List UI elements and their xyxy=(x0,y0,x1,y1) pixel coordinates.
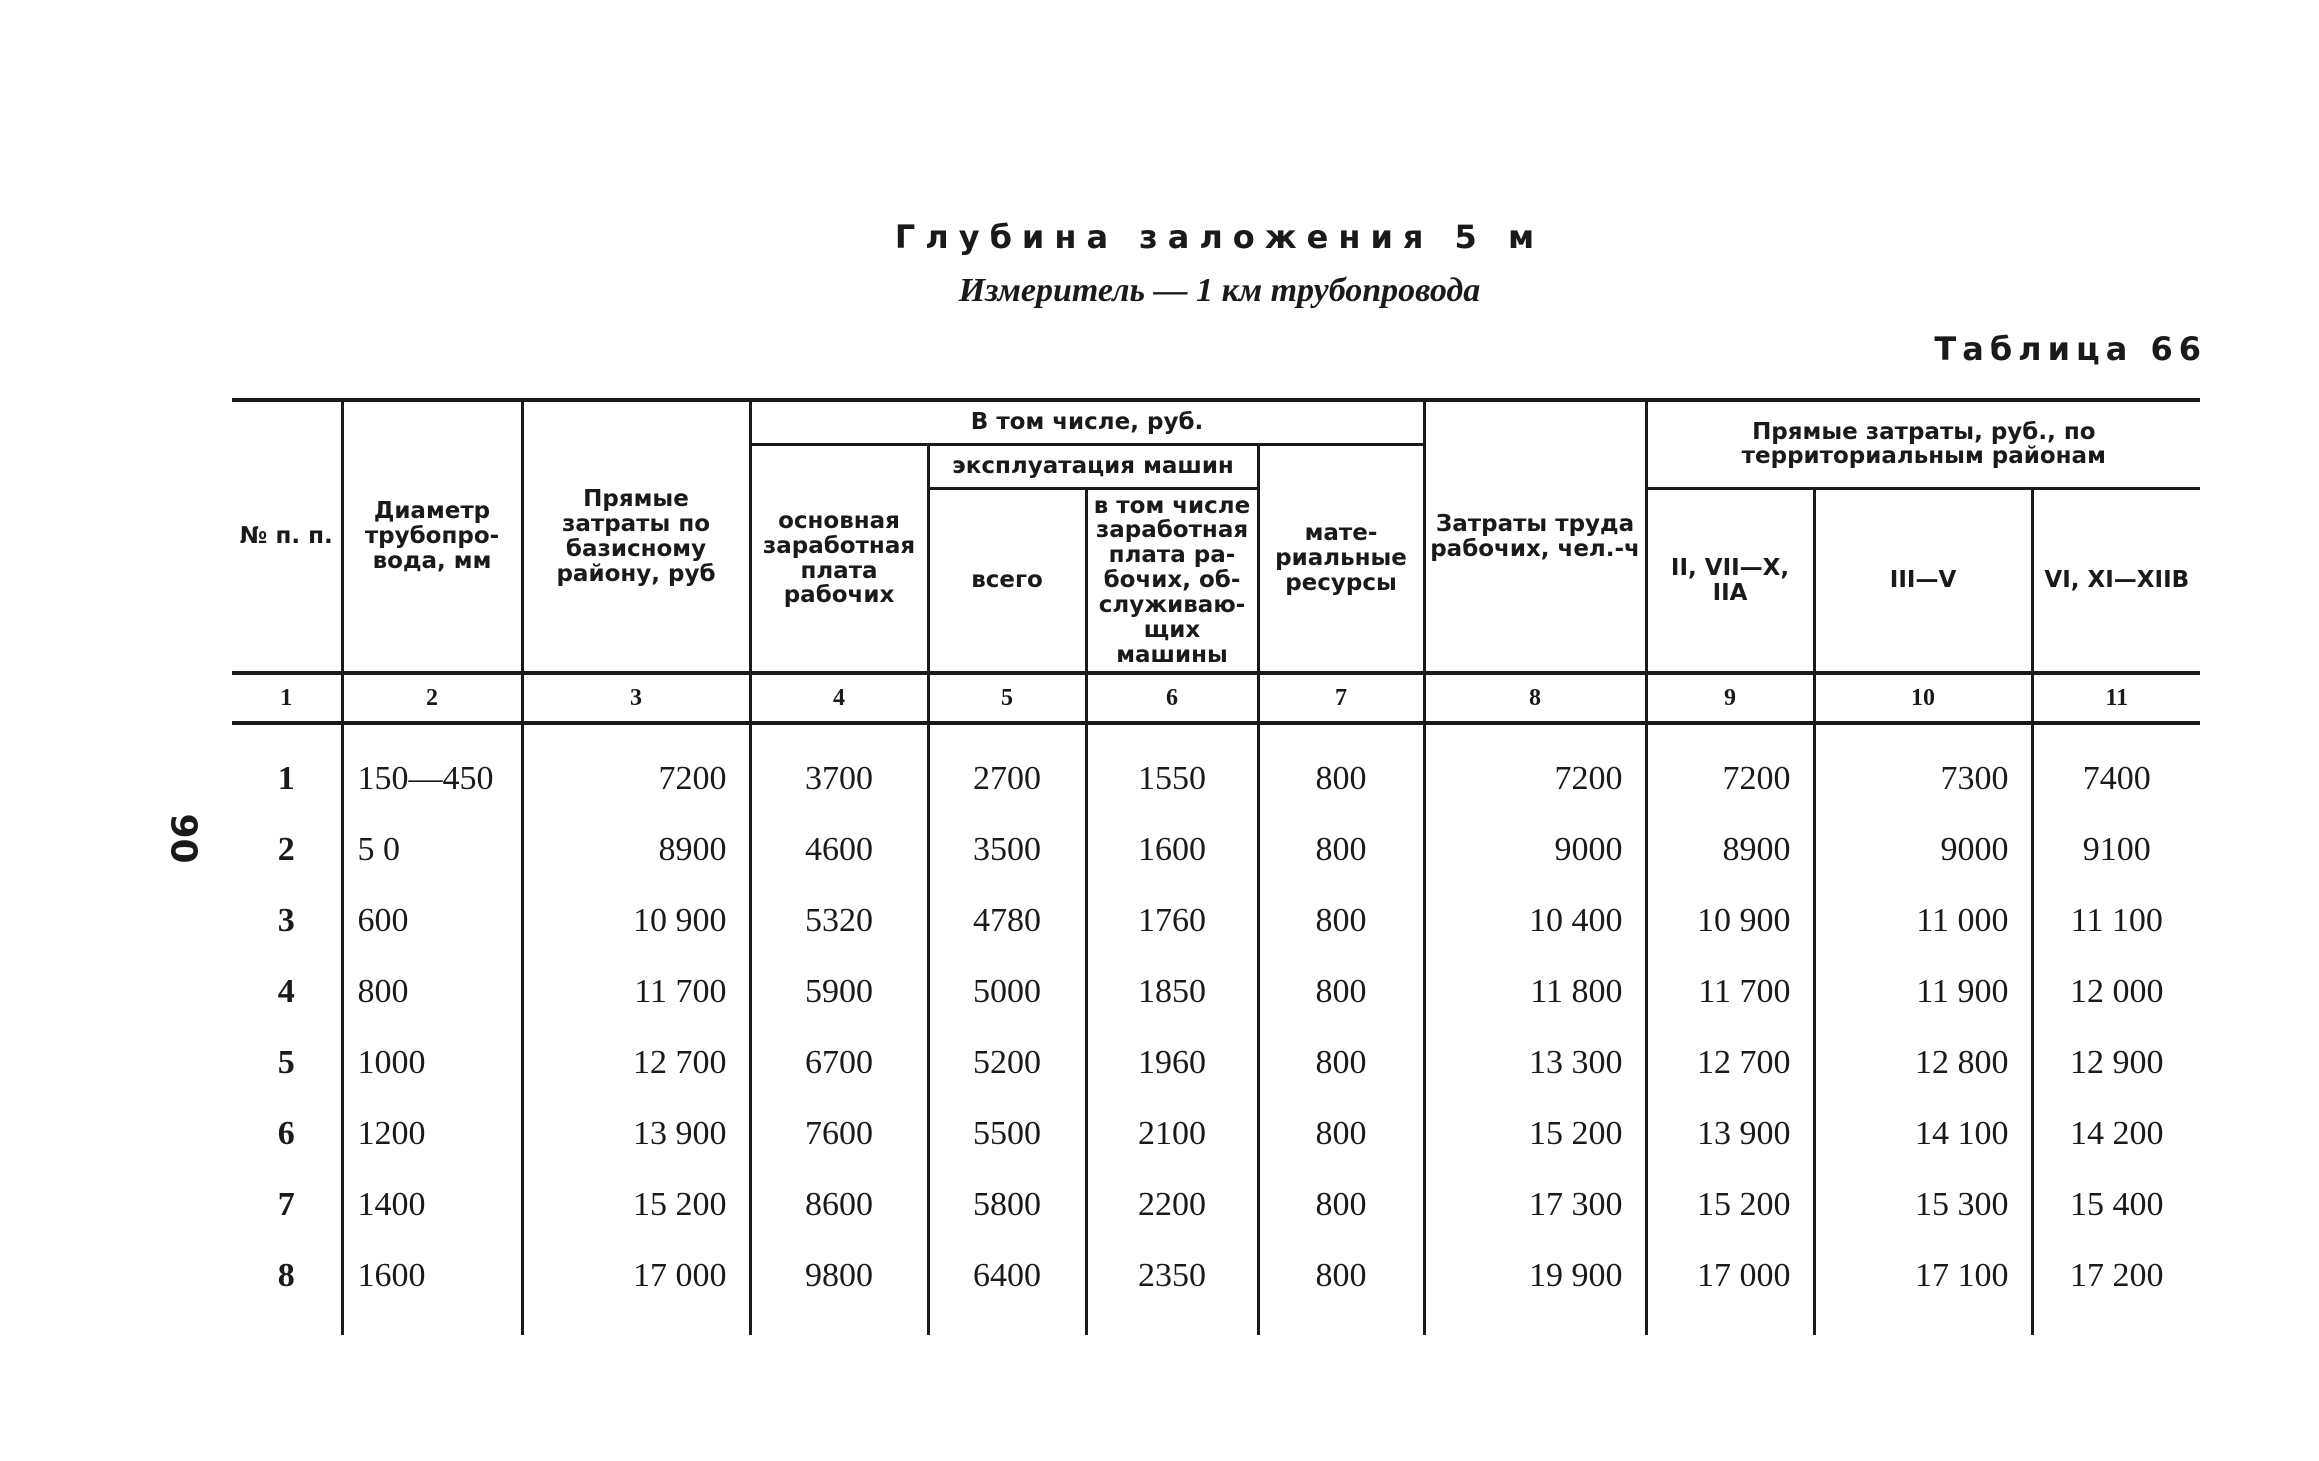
table-cell: 11 000 xyxy=(1814,885,2032,956)
table-cell: 2 xyxy=(277,830,295,868)
col-number: 9 xyxy=(1646,673,1814,723)
table-cell: 17 000 xyxy=(1646,1240,1814,1335)
table-cell: 13 900 xyxy=(522,1098,750,1169)
table-cell: 8600 xyxy=(750,1169,928,1240)
table-cell: 11 100 xyxy=(2032,885,2200,956)
col-number: 6 xyxy=(1086,673,1258,723)
table-cell: 800 xyxy=(1258,1027,1424,1098)
table-cell: 3700 xyxy=(750,723,928,814)
page-subtitle: Измеритель — 1 км трубопровода xyxy=(958,272,1481,309)
table-row xyxy=(232,1098,2200,1169)
col-header-region-3: VI, XI—XIIB xyxy=(2032,488,2200,673)
col-number: 4 xyxy=(750,673,928,723)
table-cell: 1400 xyxy=(342,1169,522,1240)
table-cell: 800 xyxy=(1258,1240,1424,1335)
table-cell: 6700 xyxy=(750,1027,928,1098)
col-header-machines-total: всего xyxy=(928,488,1086,673)
table-cell: 17 000 xyxy=(522,1240,750,1335)
table-cell: 800 xyxy=(1258,956,1424,1027)
table-cell: 4780 xyxy=(928,885,1086,956)
col-header-materials: мате-риальные ресурсы xyxy=(1258,444,1424,673)
table-cell: 1600 xyxy=(1086,814,1258,885)
table-cell: 5 xyxy=(277,1043,295,1081)
table-cell: 600 xyxy=(342,885,522,956)
table-cell: 17 200 xyxy=(2032,1240,2200,1335)
table-body xyxy=(232,723,2200,1335)
col-header-including-group: В том числе, руб. xyxy=(750,400,1424,444)
table-row xyxy=(232,1240,2200,1335)
col-header-labor: Затраты труда рабочих, чел.-ч xyxy=(1424,400,1646,673)
table-cell: 5000 xyxy=(928,956,1086,1027)
cost-table xyxy=(232,398,2200,1335)
table-cell: 10 900 xyxy=(522,885,750,956)
table-cell: 8900 xyxy=(1646,814,1814,885)
table-cell: 10 400 xyxy=(1424,885,1646,956)
col-number: 7 xyxy=(1258,673,1424,723)
table-cell: 15 300 xyxy=(1814,1169,2032,1240)
table-row xyxy=(232,885,2200,956)
table-cell: 1850 xyxy=(1086,956,1258,1027)
table-cell: 7200 xyxy=(1646,723,1814,814)
table-cell: 1760 xyxy=(1086,885,1258,956)
table-cell: 6400 xyxy=(928,1240,1086,1335)
table-cell: 4600 xyxy=(750,814,928,885)
table-cell: 2200 xyxy=(1086,1169,1258,1240)
table-cell: 2350 xyxy=(1086,1240,1258,1335)
table-cell: 2700 xyxy=(928,723,1086,814)
table-cell: 9100 xyxy=(2032,814,2200,885)
table-cell: 9000 xyxy=(1424,814,1646,885)
table-cell: 5320 xyxy=(750,885,928,956)
table-cell: 3 xyxy=(277,901,295,939)
page-title: Глубина заложения 5 м xyxy=(894,218,1545,256)
table-cell: 800 xyxy=(1258,885,1424,956)
table-cell: 15 200 xyxy=(522,1169,750,1240)
col-number: 10 xyxy=(1814,673,2032,723)
table-cell: 150—450 xyxy=(342,723,522,814)
table-cell: 5800 xyxy=(928,1169,1086,1240)
table-cell: 5200 xyxy=(928,1027,1086,1098)
table-cell: 12 000 xyxy=(2032,956,2200,1027)
table-row xyxy=(232,723,2200,814)
table-cell: 11 700 xyxy=(522,956,750,1027)
table-cell: 10 900 xyxy=(1646,885,1814,956)
table-cell: 1550 xyxy=(1086,723,1258,814)
table-cell: 7 xyxy=(277,1185,295,1223)
col-header-region-1: II, VII—X, IIA xyxy=(1646,488,1814,673)
table-cell: 5900 xyxy=(750,956,928,1027)
col-number: 11 xyxy=(2032,673,2200,723)
col-number: 3 xyxy=(522,673,750,723)
table-cell: 1960 xyxy=(1086,1027,1258,1098)
col-number: 8 xyxy=(1424,673,1646,723)
table-cell: 11 700 xyxy=(1646,956,1814,1027)
table-cell: 13 300 xyxy=(1424,1027,1646,1098)
table-cell: 8 xyxy=(277,1256,295,1294)
table-label: Таблица 66 xyxy=(1934,330,2207,368)
col-number: 2 xyxy=(342,673,522,723)
table-cell: 3500 xyxy=(928,814,1086,885)
col-header-machines-wage: в том числе заработная плата ра-бочих, об-служиваю-щих машины xyxy=(1086,488,1258,673)
table-cell: 14 200 xyxy=(2032,1098,2200,1169)
table-cell: 6 xyxy=(277,1114,295,1152)
table-cell: 9800 xyxy=(750,1240,928,1335)
table-cell: 7400 xyxy=(2032,723,2200,814)
table-row xyxy=(232,956,2200,1027)
table-cell: 5500 xyxy=(928,1098,1086,1169)
table-cell: 12 700 xyxy=(522,1027,750,1098)
table-cell: 7300 xyxy=(1814,723,2032,814)
table-cell: 12 800 xyxy=(1814,1027,2032,1098)
table-cell: 1600 xyxy=(342,1240,522,1335)
col-header-diameter: Диаметр трубопро-вода, мм xyxy=(342,400,522,673)
col-header-num: № п. п. xyxy=(232,400,342,673)
table-cell: 7200 xyxy=(522,723,750,814)
table-cell: 800 xyxy=(342,956,522,1027)
col-header-region-2: III—V xyxy=(1814,488,2032,673)
table-cell: 11 800 xyxy=(1424,956,1646,1027)
col-header-machines-group: эксплуатация машин xyxy=(928,444,1258,488)
table-cell: 9000 xyxy=(1814,814,2032,885)
col-number: 1 xyxy=(232,673,342,723)
table-cell: 12 900 xyxy=(2032,1027,2200,1098)
col-number: 5 xyxy=(928,673,1086,723)
col-header-direct-base: Прямые затраты по базисному району, руб xyxy=(522,400,750,673)
table-cell: 15 200 xyxy=(1646,1169,1814,1240)
table-cell: 1200 xyxy=(342,1098,522,1169)
table-row xyxy=(232,1169,2200,1240)
page-number: 90 xyxy=(162,813,204,864)
table-cell: 12 700 xyxy=(1646,1027,1814,1098)
table-cell: 1000 xyxy=(342,1027,522,1098)
table-cell: 800 xyxy=(1258,814,1424,885)
table-cell: 11 900 xyxy=(1814,956,2032,1027)
table-cell: 13 900 xyxy=(1646,1098,1814,1169)
col-header-base-wage: основная заработная плата рабочих xyxy=(750,444,928,673)
table-cell: 14 100 xyxy=(1814,1098,2032,1169)
table-cell: 8900 xyxy=(522,814,750,885)
table-cell: 15 200 xyxy=(1424,1098,1646,1169)
table-cell: 17 100 xyxy=(1814,1240,2032,1335)
table-cell: 2100 xyxy=(1086,1098,1258,1169)
table-cell: 1 xyxy=(277,759,295,797)
table-cell: 17 300 xyxy=(1424,1169,1646,1240)
table-cell: 5 0 xyxy=(342,814,522,885)
table-row xyxy=(232,814,2200,885)
table-cell: 4 xyxy=(277,972,295,1010)
col-header-regions-group: Прямые затраты, руб., по территориальным районам xyxy=(1646,400,2200,488)
table-row xyxy=(232,1027,2200,1098)
table-cell: 19 900 xyxy=(1424,1240,1646,1335)
table-cell: 15 400 xyxy=(2032,1169,2200,1240)
table-cell: 800 xyxy=(1258,723,1424,814)
table-cell: 800 xyxy=(1258,1169,1424,1240)
table-cell: 7600 xyxy=(750,1098,928,1169)
table-cell: 7200 xyxy=(1424,723,1646,814)
table-cell: 800 xyxy=(1258,1098,1424,1169)
